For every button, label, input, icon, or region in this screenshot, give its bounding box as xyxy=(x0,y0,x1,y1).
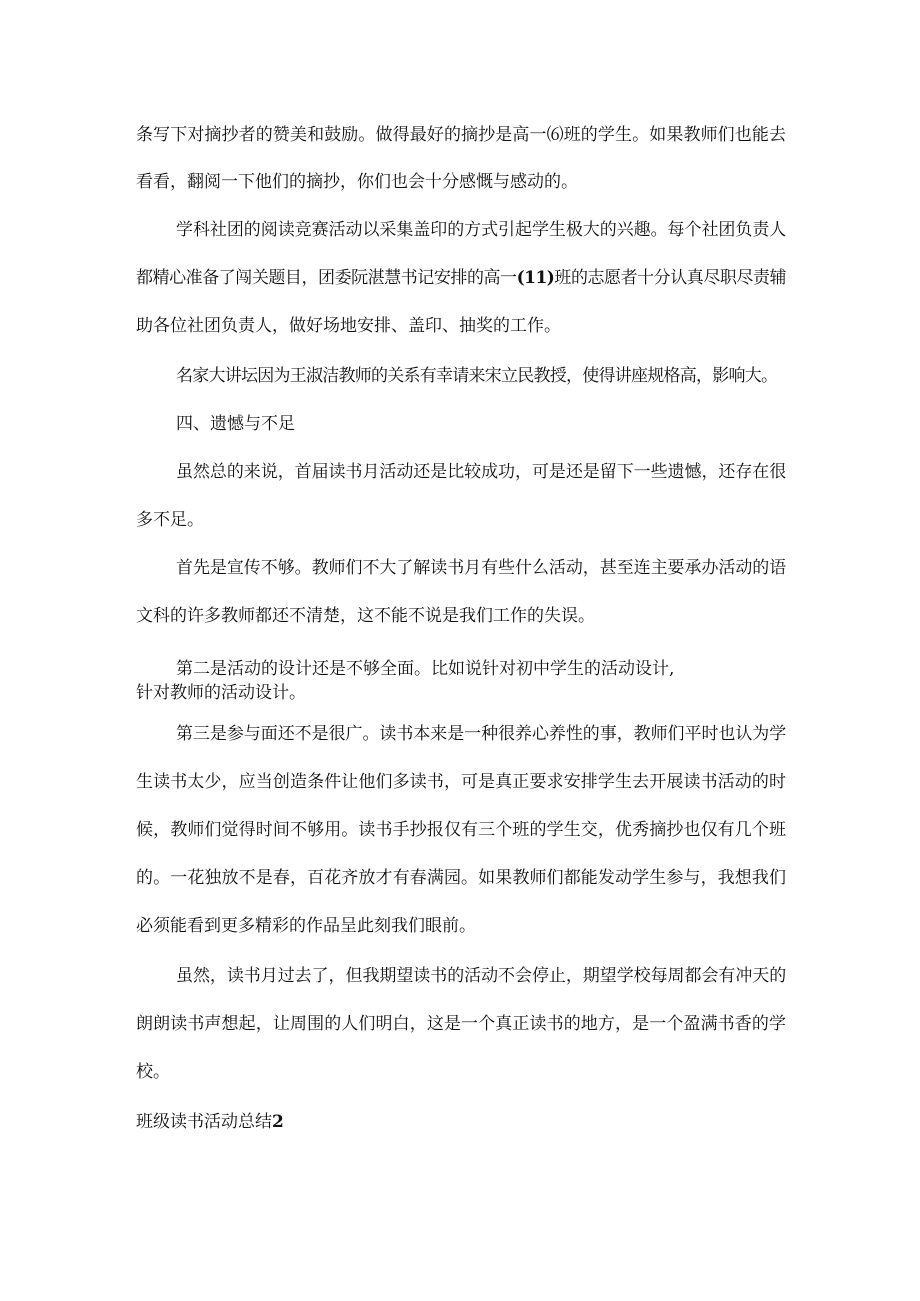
text-segment: 都精心准备了闯关题目，团委阮湛慧书记安排的高一 xyxy=(136,268,517,288)
document-heading xyxy=(136,1110,284,1134)
paragraph-line: 针对教师的活动设计。 xyxy=(136,683,306,703)
paragraph-line: 生读书太少，应当创造条件让他们多读书，可是真正要求安排学生去开展读书活动的时 xyxy=(136,772,786,792)
paragraph-line: 校。 xyxy=(136,1062,170,1082)
paragraph-line-mixed xyxy=(136,266,786,290)
paragraph-line: 虽然，读书月过去了，但我期望读书的活动不会停止，期望学校每周都会有冲天的 xyxy=(176,966,786,986)
heading-number: 2 xyxy=(272,1112,284,1132)
paragraph-line: 文科的许多教师都还不清楚，这不能不说是我们工作的失误。 xyxy=(136,606,595,626)
paragraph-line: 多不足。 xyxy=(136,510,204,530)
text-segment: 班的志愿者十分认真尽职尽责辅 xyxy=(554,268,787,288)
class-number: (11) xyxy=(516,268,555,288)
paragraph-line: 首先是宣传不够。教师们不大了解读书月有些什么活动，甚至连主要承办活动的语 xyxy=(176,558,786,578)
paragraph-line: 条写下对摘抄者的赞美和鼓励。做得最好的摘抄是高一⑹班的学生。如果教师们也能去 xyxy=(136,125,786,145)
paragraph-line: 必须能看到更多精彩的作品呈此刻我们眼前。 xyxy=(136,916,476,936)
paragraph-line: 的。一花独放不是春，百花齐放才有春满园。如果教师们都能发动学生参与，我想我们 xyxy=(136,868,786,888)
paragraph-line: 候，教师们觉得时间不够用。读书手抄报仅有三个班的学生交，优秀摘抄也仅有几个班 xyxy=(136,820,786,840)
paragraph-line: 朗朗读书声想起，让周围的人们明白，这是一个真正读书的地方，是一个盈满书香的学 xyxy=(136,1014,786,1034)
paragraph-line: 看看，翻阅一下他们的摘抄，你们也会十分感慨与感动的。 xyxy=(136,172,578,192)
paragraph-line: 第三是参与面还不是很广。读书本来是一种很养心养性的事，教师们平时也认为学 xyxy=(176,724,786,744)
paragraph-line: 学科社团的阅读竞赛活动以采集盖印的方式引起学生极大的兴趣。每个社团负责人 xyxy=(176,220,786,240)
paragraph-line: 虽然总的来说，首届读书月活动还是比较成功，可是还是留下一些遗憾，还存在很 xyxy=(176,462,786,482)
paragraph-line: 助各位社团负责人，做好场地安排、盖印、抽奖的工作。 xyxy=(136,316,561,336)
paragraph-line: 第二是活动的设计还是不够全面。比如说针对初中学生的活动设计, xyxy=(176,659,675,679)
section-heading: 四、遗憾与不足 xyxy=(176,414,295,434)
paragraph-line: 名家大讲坛因为王淑洁教师的关系有幸请来宋立民教授，使得讲座规格高，影响大。 xyxy=(176,366,778,386)
heading-text: 班级读书活动总结 xyxy=(136,1112,272,1132)
